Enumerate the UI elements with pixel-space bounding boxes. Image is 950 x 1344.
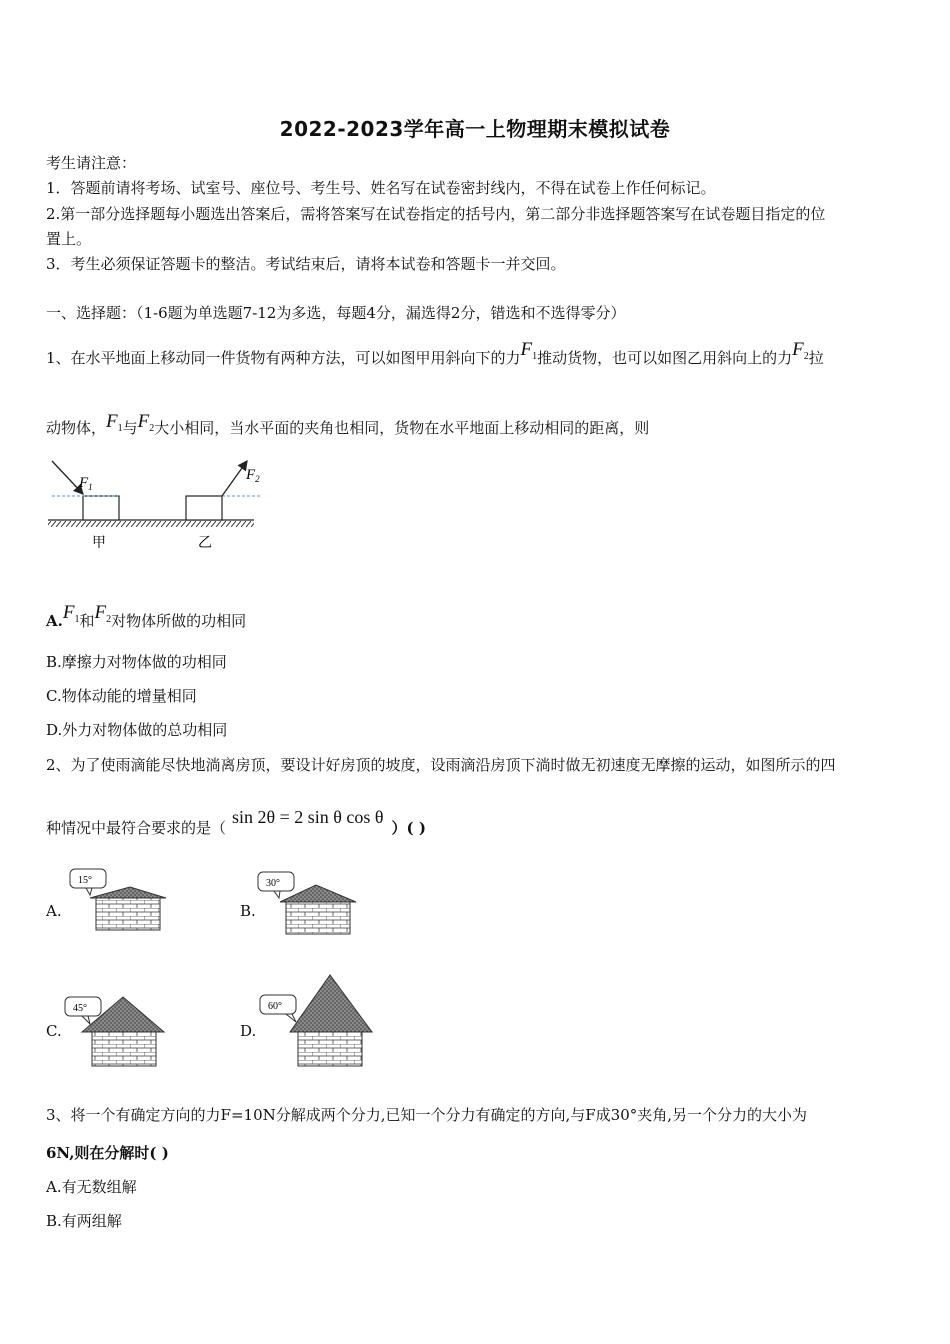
angle-label: 45° [73, 1003, 87, 1014]
page-title: 2022-2023学年高一上物理期末模拟试卷 [279, 117, 671, 141]
force-arrow-f2 [222, 461, 247, 496]
q3-option-b: B.有两组解 [46, 1212, 122, 1230]
notice-item: 置上。 [46, 230, 92, 248]
q2-option-a-label: A. [46, 902, 62, 920]
formula: sin 2θ = 2 sin θ cos θ [232, 807, 384, 827]
q3-option-a: A.有无数组解 [46, 1178, 137, 1196]
q1-option-b: B.摩擦力对物体做的功相同 [46, 653, 227, 671]
house-b [258, 872, 356, 934]
angle-label: 30° [266, 878, 280, 889]
q2-option-b-label: B. [240, 902, 256, 920]
notice-item: 3．考生必须保证答题卡的整洁。考试结束后，请将本试卷和答题卡一并交回。 [46, 255, 566, 273]
q1-text: 动物体， [46, 419, 107, 437]
f1-label: $F_1$ [79, 475, 93, 492]
q2-line1: 2、为了使雨滴能尽快地淌离房顶，要设计好房顶的坡度，设雨滴沿房顶下淌时做无初速度无摩擦的运动，如图所示的四 [46, 756, 836, 774]
ground-hatch [48, 521, 254, 527]
q1-figure [46, 455, 266, 555]
house-c [65, 997, 164, 1066]
section-heading: 一、选择题：（1-6题为单选题7-12为多选，每题4分，漏选得2分，错选和不选得零分） [46, 304, 626, 322]
notice-heading: 考生请注意： [46, 154, 137, 172]
q1-text: 推动货物，也可以如图乙用斜向上的力 [537, 349, 793, 367]
house-a [70, 869, 166, 930]
q1-text: 1、在水平地面上移动同一件货物有两种方法，可以如图甲用斜向下的力 [46, 349, 521, 367]
q2-line2: 种情况中最符合要求的是（sin 2θ = 2 sin θ cos θ）( ) [46, 807, 426, 837]
force-symbol: $F_1$ [520, 339, 538, 362]
box-yi [186, 496, 222, 520]
q1-line1 [46, 339, 824, 368]
q1-text: 与 [122, 419, 138, 437]
q3-line1: 3、将一个有确定方向的力F=10N分解成两个分力,已知一个分力有确定的方向,与F成30°夹角,另一个分力的大小为 [46, 1106, 808, 1124]
angle-label: 15° [78, 875, 92, 886]
box-jia [83, 496, 119, 520]
house-d [260, 975, 372, 1066]
notice-item: 2.第一部分选择题每小题选出答案后，需将答案写在试卷指定的括号内，第二部分非选择题答案写在试卷题目指定的位 [46, 205, 826, 223]
q1-line2 [46, 411, 649, 438]
f2-label: $F_2$ [246, 467, 260, 484]
fig-label-jia: 甲 [92, 535, 106, 551]
q3-line2: 6N,则在分解时( ) [46, 1144, 169, 1162]
force-symbol: $F_2$ [137, 411, 155, 434]
force-symbol: $F_1$ [106, 411, 123, 434]
q1-option-d: D.外力对物体做的总功相同 [46, 721, 228, 739]
q1-text: 拉 [808, 349, 824, 367]
q1-text: 大小相同，当水平面的夹角也相同，货物在水平地面上移动相同的距离，则 [154, 419, 650, 437]
q1-option-c: C.物体动能的增量相同 [46, 687, 197, 705]
notice-item: 1．答题前请将考场、试室号、座位号、考生号、姓名写在试卷密封线内，不得在试卷上作任何标记。 [46, 179, 716, 197]
fig-label-yi: 乙 [198, 535, 212, 551]
force-symbol: $F_2$ [792, 339, 809, 362]
q2-houses-figure [60, 860, 380, 1075]
angle-label: 60° [268, 1001, 282, 1012]
q1-option-a: $A.F_1$和$F_2$对物体所做的功相同 [46, 602, 247, 630]
q2-option-c-label: C. [46, 1022, 62, 1040]
q2-option-d-label: D. [240, 1022, 257, 1040]
